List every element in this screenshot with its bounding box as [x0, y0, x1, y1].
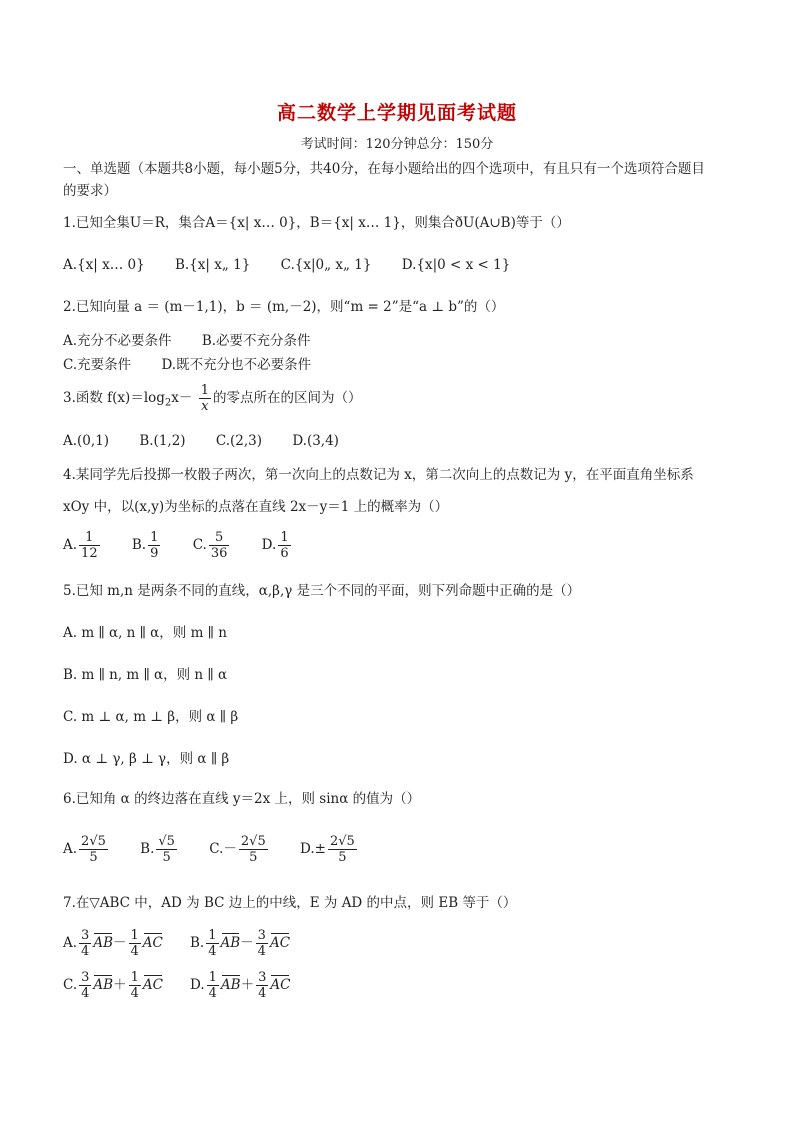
q4-option-d: D. $\frac{1}{6}$ — [261, 530, 289, 561]
q4-option-a: A. $\frac{1}{12}$ — [63, 530, 98, 561]
section-heading-line1: 一、单选题（本题共8小题，每小题5分，共40分，在每小题给出的四个选项中，有且只有一个选项符合题目 — [63, 161, 705, 177]
q3-options — [63, 432, 365, 450]
exam-title: 高二数学上学期见面考试题 — [276, 102, 517, 124]
q3-option-c: C.(2,3) — [215, 433, 263, 449]
q2-option-a: A.充分不必要条件 — [63, 333, 172, 349]
q7-option-b: B. $\frac{1}{4}$ AB－ $\frac{3}{4}$ AC — [190, 928, 291, 959]
q1-option-c: C.{x|0„ x„ 1} — [280, 257, 372, 273]
q2-options-row2 — [63, 356, 337, 374]
q6-option-c: C.－ $\frac{2√5}{5}$ — [209, 834, 266, 865]
q6-option-a: A. $\frac{2√5}{5}$ — [63, 834, 106, 865]
q6-stem: 6.已知角 α 的终边落在直线 y＝2x 上，则 sinα 的值为（） — [63, 791, 421, 807]
q5-option-b: B. m ∥ n, m ∥ α，则 n ∥ α — [63, 667, 228, 683]
q3-log-base: 2 — [164, 397, 172, 409]
q4-stem-line1: 4.某同学先后投掷一枚骰子两次，第一次向上的点数记为 x，第二次向上的点数记为 y，在平面直角坐标系 — [63, 467, 694, 483]
q3-frac-num: 1 — [200, 383, 209, 398]
q4-option-c: C. $\frac{5}{36}$ — [192, 530, 228, 561]
q2-option-d: D.既不充分也不必要条件 — [161, 357, 312, 373]
q5-option-d: D. α ⊥ γ, β ⊥ γ，则 α ∥ β — [63, 751, 230, 767]
q7-option-d: D. $\frac{1}{4}$ AB＋ $\frac{3}{4}$ AC — [190, 970, 291, 1001]
q7-option-a: A. $\frac{3}{4}$ AB－ $\frac{1}{4}$ AC — [63, 928, 163, 959]
q7-option-c: C. $\frac{3}{4}$ AB＋ $\frac{1}{4}$ AC — [63, 970, 163, 1001]
q2-stem: 2.已知向量 a ＝ (m－1,1)，b ＝ (m,－2)，则“m = 2”是“a ⊥ b”的（） — [63, 299, 505, 315]
q6-options — [63, 834, 385, 865]
q5-option-a: A. m ∥ α, n ∥ α，则 m ∥ n — [63, 625, 227, 641]
q1-option-a: A.{x| x… 0} — [63, 257, 145, 273]
q3-option-b: B.(1,2) — [139, 433, 186, 449]
exam-subtitle: 考试时间：120分钟总分：150分 — [300, 137, 494, 152]
q4-option-b: B. $\frac{1}{9}$ — [131, 530, 159, 561]
q2-option-c: C.充要条件 — [63, 357, 132, 373]
q3-stem-prefix: 3.函数 f(x)＝log — [63, 390, 165, 406]
q3-option-a: A.(0,1) — [63, 433, 110, 449]
q3-stem — [63, 383, 361, 414]
q3-option-d: D.(3,4) — [292, 433, 339, 449]
q2-option-b: B.必要不充分条件 — [201, 333, 311, 349]
q4-options — [63, 530, 319, 561]
q4-stem-line2: xOy 中，以(x,y)为坐标的点落在直线 2x－y＝1 上的概率为（） — [63, 499, 449, 515]
q2-options-row1 — [63, 332, 337, 350]
q3-frac-den: x — [201, 399, 209, 414]
q3-fraction — [199, 383, 211, 414]
q1-stem: 1.已知全集U＝R，集合A＝{x| x… 0}，B＝{x| x… 1}，则集合ðU(A∪B)等于（） — [63, 215, 570, 231]
q7-stem: 7.在▽ABC 中，AD 为 BC 边上的中线，E 为 AD 的中点，则 EB 等于（） — [63, 895, 517, 911]
q1-option-d: D.{x|0 < x < 1} — [401, 257, 511, 273]
q1-options — [63, 256, 536, 274]
q6-option-b: B. $\frac{√5}{5}$ — [140, 834, 175, 865]
section-heading-line2: 的要求） — [63, 183, 117, 199]
q3-stem-mid: x－ — [171, 390, 193, 406]
q6-option-d: D.± $\frac{2√5}{5}$ — [300, 834, 355, 865]
q3-stem-suffix: 的零点所在的区间为（） — [212, 390, 362, 406]
q5-option-c: C. m ⊥ α, m ⊥ β，则 α ∥ β — [63, 709, 239, 725]
q5-stem: 5.已知 m,n 是两条不同的直线，α,β,γ 是三个不同的平面，则下列命题中正确的是（） — [63, 583, 581, 599]
q1-option-b: B.{x| x„ 1} — [174, 257, 251, 273]
